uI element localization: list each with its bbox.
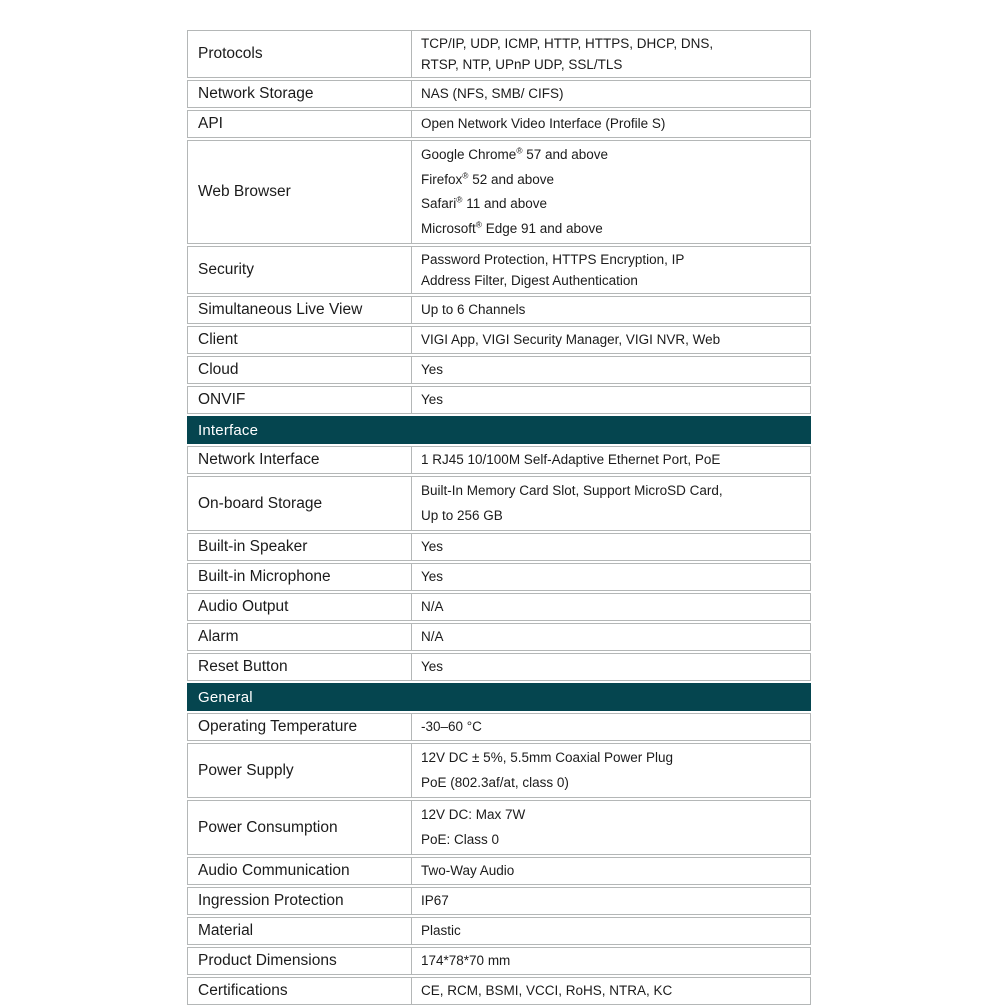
- table-row: [187, 857, 811, 885]
- spec-label: Simultaneous Live View: [188, 297, 412, 323]
- table-row: [187, 653, 811, 681]
- spec-value: [412, 141, 810, 243]
- spec-value-line: TCP/IP, UDP, ICMP, HTTP, HTTPS, DHCP, DNS,: [421, 36, 714, 51]
- spec-label: Security: [188, 247, 412, 293]
- spec-value-line: Password Protection, HTTPS Encryption, IP: [421, 252, 685, 267]
- spec-value: [412, 654, 810, 680]
- spec-value: [412, 978, 810, 1004]
- spec-value-line: PoE: Class 0: [421, 831, 500, 847]
- spec-value-line: VIGI App, VIGI Security Manager, VIGI NVR, Web: [421, 332, 721, 347]
- spec-value: [412, 327, 810, 353]
- spec-value: [412, 387, 810, 413]
- table-row: [187, 743, 811, 798]
- table-row: [187, 476, 811, 531]
- spec-value-line: NAS (NFS, SMB/ CIFS): [421, 86, 564, 101]
- spec-value-line: Open Network Video Interface (Profile S): [421, 116, 666, 131]
- spec-label: Reset Button: [188, 654, 412, 680]
- table-row: [187, 326, 811, 354]
- spec-value-line: Google Chrome® 57 and above: [421, 145, 609, 162]
- spec-value-line: Yes: [421, 659, 444, 674]
- spec-value: [412, 801, 810, 854]
- spec-value-line: Up to 256 GB: [421, 507, 503, 523]
- spec-value: [412, 31, 810, 77]
- spec-value-line: Firefox® 52 and above: [421, 170, 555, 187]
- table-row: [187, 563, 811, 591]
- spec-value: [412, 594, 810, 620]
- table-row: [187, 386, 811, 414]
- spec-value-line: Built-In Memory Card Slot, Support MicroSD Card,: [421, 483, 723, 498]
- spec-label: Audio Communication: [188, 858, 412, 884]
- spec-value-line: Two-Way Audio: [421, 863, 515, 878]
- spec-value: [412, 948, 810, 974]
- spec-value: [412, 744, 810, 797]
- spec-value-line: N/A: [421, 629, 444, 644]
- spec-value: [412, 247, 810, 293]
- spec-label: Operating Temperature: [188, 714, 412, 740]
- table-row: [187, 296, 811, 324]
- table-row: [187, 593, 811, 621]
- table-row: [187, 356, 811, 384]
- spec-value: [412, 477, 810, 530]
- spec-value-line: Yes: [421, 392, 444, 407]
- spec-value-line: Yes: [421, 362, 444, 377]
- spec-label: Audio Output: [188, 594, 412, 620]
- spec-value-line: Yes: [421, 569, 444, 584]
- spec-label: ONVIF: [188, 387, 412, 413]
- spec-label: API: [188, 111, 412, 137]
- spec-value: [412, 447, 810, 473]
- table-row: [187, 246, 811, 294]
- spec-value-line: Microsoft® Edge 91 and above: [421, 219, 603, 236]
- spec-value-line: PoE (802.3af/at, class 0): [421, 774, 569, 790]
- spec-label: Network Storage: [188, 81, 412, 107]
- spec-value-line: N/A: [421, 599, 444, 614]
- spec-label: Alarm: [188, 624, 412, 650]
- table-row: [187, 80, 811, 108]
- spec-value-line: Yes: [421, 539, 444, 554]
- spec-value-line: 12V DC: Max 7W: [421, 807, 526, 822]
- spec-value: [412, 858, 810, 884]
- spec-label: Protocols: [188, 31, 412, 77]
- specifications-table: [187, 30, 811, 1007]
- spec-value: [412, 297, 810, 323]
- spec-label: Network Interface: [188, 447, 412, 473]
- spec-value-line: Address Filter, Digest Authentication: [421, 273, 638, 288]
- section-header: Interface: [187, 416, 811, 444]
- spec-value: [412, 111, 810, 137]
- spec-label: Built-in Speaker: [188, 534, 412, 560]
- spec-label: Web Browser: [188, 141, 412, 243]
- spec-label: Power Supply: [188, 744, 412, 797]
- spec-label: Material: [188, 918, 412, 944]
- spec-value: [412, 534, 810, 560]
- spec-label: Certifications: [188, 978, 412, 1004]
- table-row: [187, 713, 811, 741]
- spec-value: [412, 81, 810, 107]
- spec-value-line: 12V DC ± 5%, 5.5mm Coaxial Power Plug: [421, 750, 674, 765]
- section-header: General: [187, 683, 811, 711]
- spec-value-line: Safari® 11 and above: [421, 194, 548, 211]
- table-row: [187, 533, 811, 561]
- spec-value: [412, 564, 810, 590]
- spec-value: [412, 918, 810, 944]
- spec-value-line: Up to 6 Channels: [421, 302, 526, 317]
- table-row: [187, 887, 811, 915]
- spec-value-line: Plastic: [421, 923, 461, 938]
- spec-value-line: RTSP, NTP, UPnP UDP, SSL/TLS: [421, 57, 623, 72]
- spec-value: [412, 888, 810, 914]
- spec-value: [412, 624, 810, 650]
- table-row: [187, 977, 811, 1005]
- table-row: [187, 623, 811, 651]
- spec-label: Cloud: [188, 357, 412, 383]
- table-row: [187, 140, 811, 244]
- spec-label: Product Dimensions: [188, 948, 412, 974]
- spec-value-line: IP67: [421, 893, 449, 908]
- spec-label: Built-in Microphone: [188, 564, 412, 590]
- spec-label: Ingression Protection: [188, 888, 412, 914]
- table-row: [187, 110, 811, 138]
- spec-value-line: -30–60 °C: [421, 719, 482, 734]
- table-row: [187, 917, 811, 945]
- table-row: [187, 446, 811, 474]
- spec-value-line: 1 RJ45 10/100M Self-Adaptive Ethernet Port, PoE: [421, 452, 721, 467]
- table-row: [187, 947, 811, 975]
- spec-label: On-board Storage: [188, 477, 412, 530]
- table-row: [187, 800, 811, 855]
- table-row: [187, 30, 811, 78]
- spec-value-line: 174*78*70 mm: [421, 953, 511, 968]
- spec-value-line: CE, RCM, BSMI, VCCI, RoHS, NTRA, KC: [421, 983, 673, 998]
- spec-value: [412, 714, 810, 740]
- spec-value: [412, 357, 810, 383]
- spec-label: Client: [188, 327, 412, 353]
- spec-label: Power Consumption: [188, 801, 412, 854]
